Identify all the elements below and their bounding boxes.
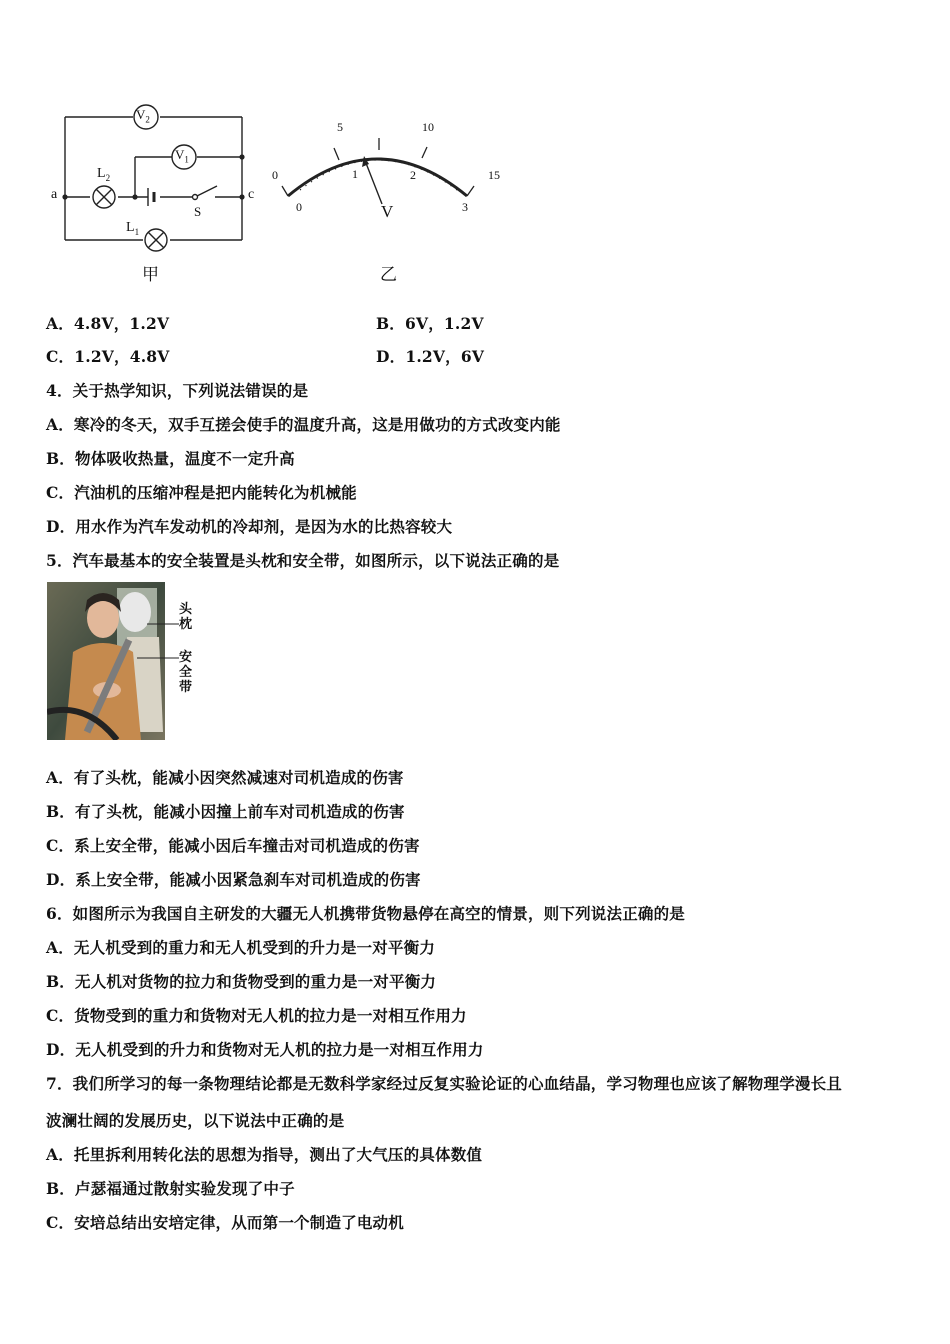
q7-option-c: C．安培总结出安培定律，从而第一个制造了电动机 (46, 1213, 404, 1232)
circuit-diagram (40, 100, 280, 290)
q6-stem: 6．如图所示为我国自主研发的大疆无人机携带货物悬停在高空的情景，则下列说法正确的是 (46, 904, 685, 923)
outer-scale-15: 15 (488, 168, 500, 182)
seatbelt-photo-svg (47, 582, 197, 740)
voltmeter-unit: V (381, 202, 394, 221)
v1-meter-label: $V_1$ (175, 147, 189, 165)
q3-option-a: A．4.8V，1.2V (46, 314, 170, 333)
q6-option-a: A．无人机受到的重力和无人机受到的升力是一对平衡力 (46, 938, 436, 957)
inner-scale-2: 2 (410, 168, 416, 182)
q4-stem: 4．关于热学知识，下列说法错误的是 (46, 381, 309, 400)
q4-option-d: D．用水作为汽车发动机的冷却剂，是因为水的比热容较大 (46, 517, 453, 536)
photo-label-seatbelt: 安全带 (179, 650, 193, 695)
lamp-l2-label: $L_2$ (97, 166, 111, 183)
lamp-l1-label: $L_1$ (126, 220, 140, 237)
outer-scale-10: 10 (422, 120, 434, 134)
q5-option-d: D．系上安全带，能减小因紧急刹车对司机造成的伤害 (46, 870, 421, 889)
q4-option-b: B．物体吸收热量，温度不一定升高 (46, 449, 295, 468)
q7-option-b: B．卢瑟福通过散射实验发现了中子 (46, 1179, 295, 1198)
q5-stem: 5．汽车最基本的安全装置是头枕和安全带，如图所示，以下说法正确的是 (46, 551, 560, 570)
node-c-label: c (248, 187, 255, 202)
q6-option-d: D．无人机受到的升力和货物对无人机的拉力是一对相互作用力 (46, 1040, 484, 1059)
outer-scale-5: 5 (337, 120, 343, 134)
v2-meter-label: $V_2$ (136, 107, 150, 125)
q5-option-a: A．有了头枕，能减小因突然减速对司机造成的伤害 (46, 768, 404, 787)
q5-option-c: C．系上安全带，能减小因后车撞击对司机造成的伤害 (46, 836, 420, 855)
q7-stem-line2: 波澜壮阔的发展历史，以下说法中正确的是 (46, 1111, 345, 1130)
figure-caption-jia: 甲 (142, 265, 159, 285)
inner-scale-3: 3 (462, 200, 468, 214)
circuit-svg (40, 100, 280, 290)
inner-scale-0: 0 (296, 200, 302, 214)
q6-option-b: B．无人机对货物的拉力和货物受到的重力是一对平衡力 (46, 972, 437, 991)
q3-option-c: C．1.2V，4.8V (46, 347, 170, 366)
q7-option-a: A．托里拆利用转化法的思想为指导，测出了大气压的具体数值 (46, 1145, 483, 1164)
q3-option-d: D．1.2V，6V (376, 347, 485, 366)
node-a-label: a (51, 187, 58, 202)
voltmeter-dial (262, 112, 522, 292)
q7-stem-line1: 7．我们所学习的每一条物理结论都是无数科学家经过反复实验论证的心血结晶，学习物理也应该了解物理学漫长且 (46, 1074, 842, 1093)
q6-option-c: C．货物受到的重力和货物对无人机的拉力是一对相互作用力 (46, 1006, 467, 1025)
q4-option-a: A．寒冷的冬天，双手互搓会使手的温度升高，这是用做功的方式改变内能 (46, 415, 561, 434)
figure-caption-yi: 乙 (380, 265, 397, 285)
q5-option-b: B．有了头枕，能减小因撞上前车对司机造成的伤害 (46, 802, 405, 821)
switch-s-label: S (194, 204, 202, 219)
q3-option-b: B．6V，1.2V (376, 314, 484, 333)
q4-option-c: C．汽油机的压缩冲程是把内能转化为机械能 (46, 483, 357, 502)
inner-scale-1: 1 (352, 167, 358, 181)
seatbelt-photo (47, 582, 197, 740)
photo-label-headrest: 头枕 (179, 602, 193, 632)
outer-scale-0: 0 (272, 168, 278, 182)
